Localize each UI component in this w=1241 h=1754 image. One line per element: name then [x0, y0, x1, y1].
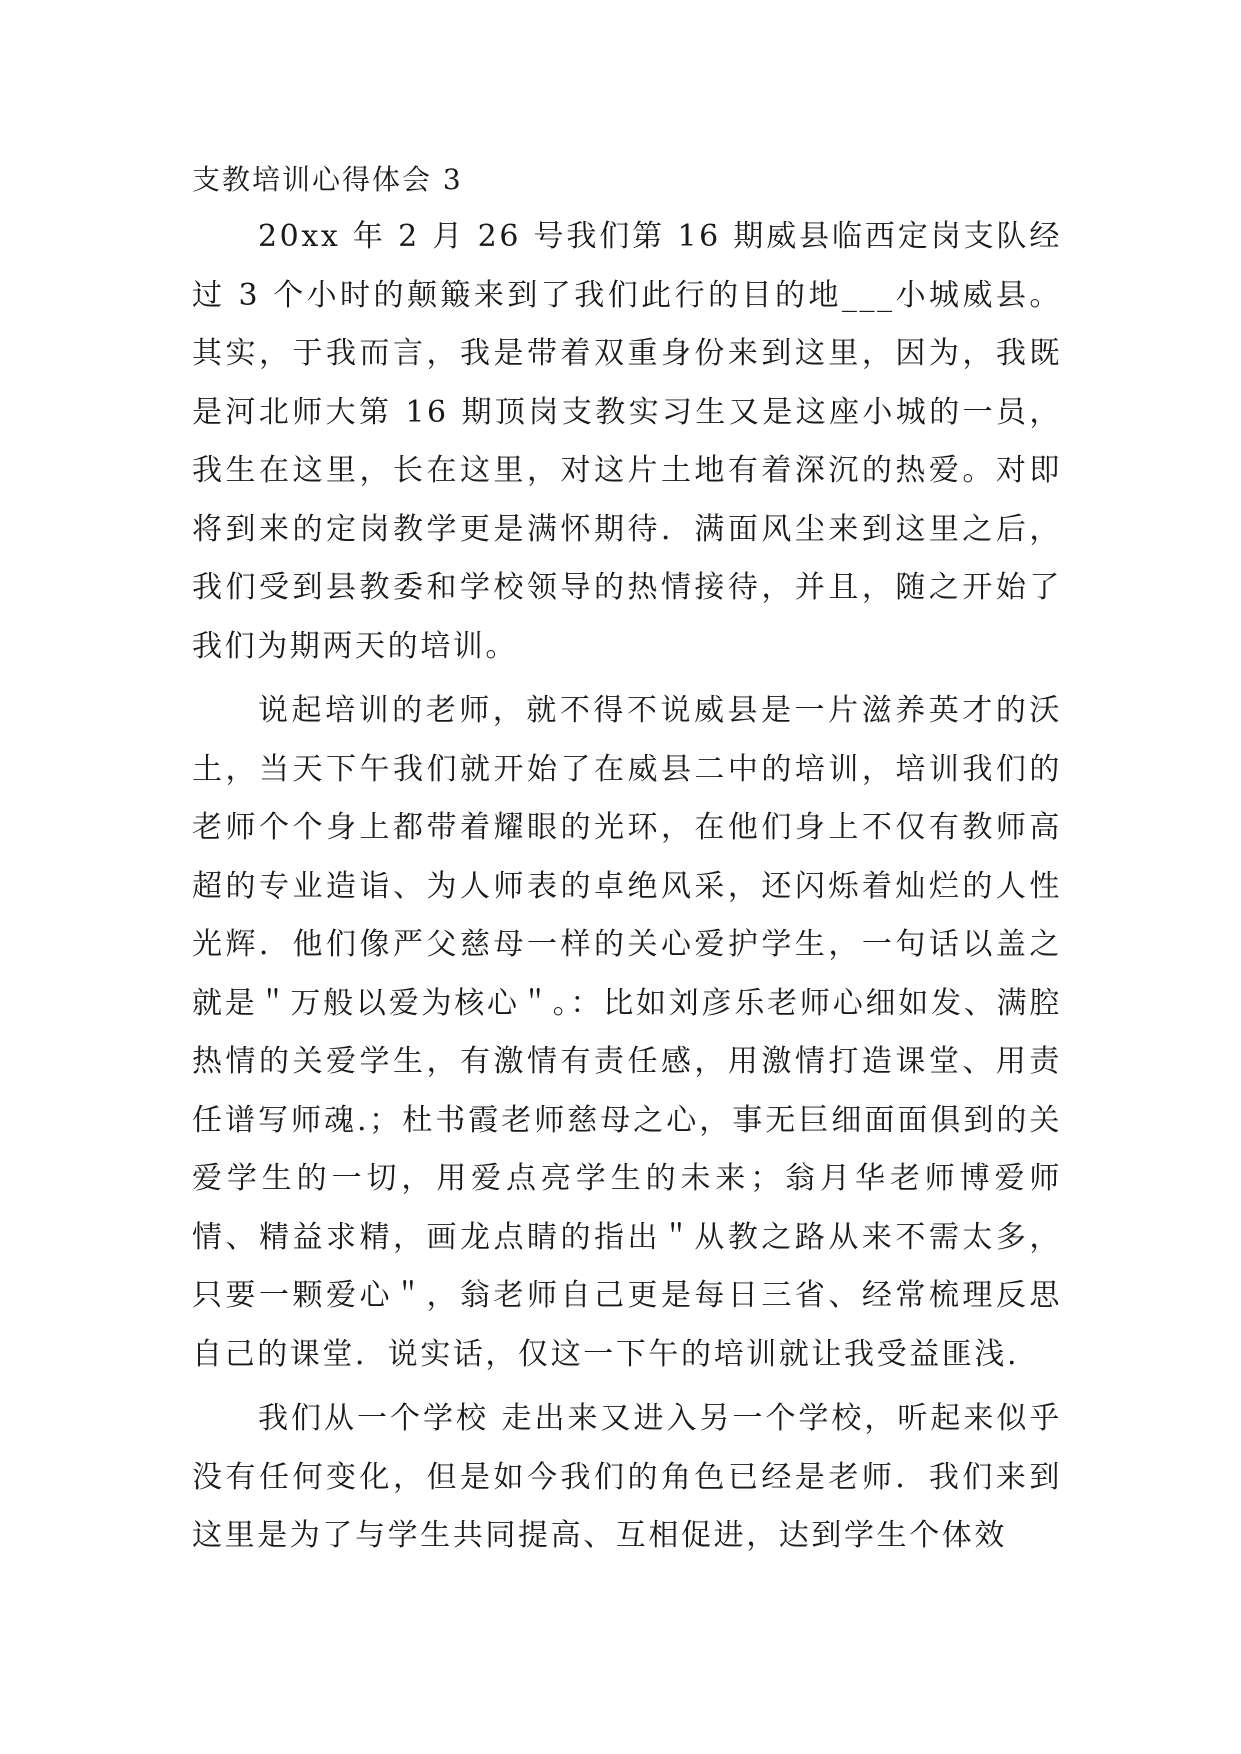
paragraph-3: 我们从一个学校 走出来又进入另一个学校，听起来似乎没有任何变化，但是如今我们的角色已经是老师．我们来到这里是为了与学生共同提高、互相促进，达到学生个体效 — [192, 1401, 1062, 1553]
document-title: 支教培训心得体会 3 — [192, 163, 463, 196]
paragraph-2: 说起培训的老师，就不得不说威县是一片滋养英才的沃土，当天下午我们就开始了在威县二中的培训，培训我们的老师个个身上都带着耀眼的光环，在他们身上不仅有教师高超的专业造诣、为人师表的卓绝风采，还闪烁着灿烂的人性光辉．他们像严父慈母一样的关心爱护学生，一句话以盖之就是＂万般以爱为核心＂。：比如刘彦乐老师心细如发、满腔热情的关爱学生，有激情有责任感，用激情打造课堂、用责任谱写师魂.；杜书霞老师慈母之心，事无巨细面面俱到的关爱学生的一切，用爱点亮学生的未来；翁月华老师博爱师情、精益求精，画龙点睛的指出＂从教之路从来不需太多，只要一颗爱心＂，翁老师自己更是每日三省、经常梳理反思自己的课堂．说实话，仅这一下午的培训就让我受益匪浅. — [192, 693, 1062, 1372]
document-body — [192, 160, 1062, 1566]
paragraph-1: 20xx 年 2 月 26 号我们第 16 期威县临西定岗支队经过 3 个小时的颠簸来到了我们此行的目的地___小城威县。其实，于我而言，我是带着双重身份来到这里，因为，我既是河北师大第 16 期顶岗支教实习生又是这座小城的一员，我生在这里，长在这里，对这片土地有着深沉的热爱。对即将到来的定岗教学更是满怀期待．满面风尘来到这里之后，我们受到县教委和学校领导的热情接待，并且，随之开始了我们为期两天的培训。 — [192, 219, 1062, 664]
